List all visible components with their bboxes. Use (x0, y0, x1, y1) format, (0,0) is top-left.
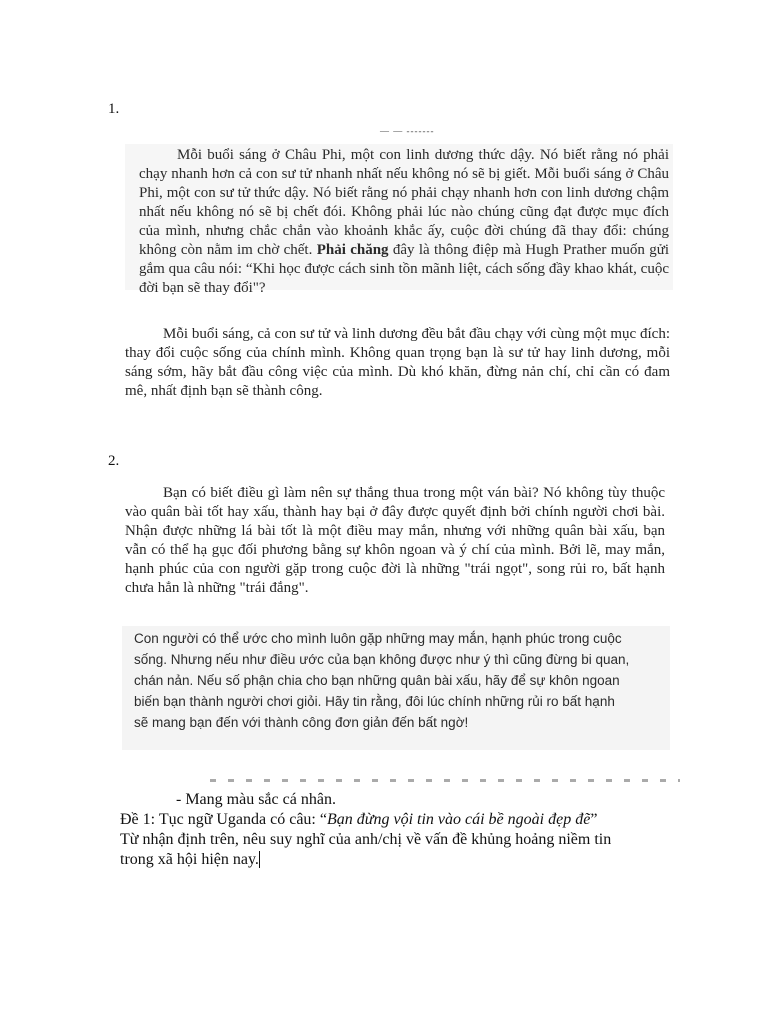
excerpt-lion-antelope-text (139, 146, 669, 298)
card-line: Con người có thể ước cho mình luôn gặp những may mắn, hạnh phúc trong cuộc (134, 631, 622, 646)
prompt-line-3 (120, 850, 710, 870)
excerpt-text-end: đây là thông điệp mà Hugh Prather muốn gửi gắm qua câu nói: “Khi học được cách sinh tồn mãnh liệt, cách sống đầy khao khát, cuộc đời bạn sẽ thay đổi"? (139, 242, 670, 296)
crop-mark: — — ------- (380, 126, 435, 136)
excerpt-card-game-text: Bạn có biết điều gì làm nên sự thắng thua trong một ván bài? Nó không tùy thuộc vào quân bài tốt hay xấu, thành hay bại ở đây được quyết định bởi chính người chơi bài. Nhận được những lá bài tốt là một điều may mắn, nhưng với những quân bài xấu, bạn vẫn có thể hạ gục đối phương bằng sự khôn ngoan và ý chí của mình. Bởi lẽ, may mắn, hạnh phúc của con người gặp trong cuộc đời là những "trái ngọt", song rủi ro, bất hạnh chưa hẳn là những "trái đắng". (125, 485, 665, 596)
card-line: biến bạn thành người chơi giỏi. Hãy tin rằng, đôi lúc chính những rủi ro bất hạnh (134, 694, 615, 709)
prompt-line-1 (120, 810, 710, 830)
essay-prompt (120, 790, 710, 870)
reflection-lion-antelope (125, 325, 670, 401)
excerpt-bold: Phải chăng (316, 242, 389, 258)
prompt-line-2: Từ nhận định trên, nêu suy nghĩ của anh/chị về vấn đề khủng hoảng niềm tin (120, 831, 612, 848)
prompt-close-quote: ” (590, 811, 598, 828)
reflection-text: Mỗi buổi sáng, cả con sư tử và linh dương đều bắt đầu chạy với cùng một mục đích: thay đổi cuộc sống của chính mình. Không quan trọng bạn là sư tử hay linh dương, mỗi sáng sớm, hãy bắt đầu công việc của mình. Dù khó khăn, đừng nản chí, chỉ cần có đam mê, nhất định bạn sẽ thành công. (125, 326, 670, 399)
card-game-note (122, 626, 670, 750)
section-number-1: 1. (108, 101, 120, 117)
proverb-quote: Bạn đừng vội tin vào cái bề ngoài đẹp đẽ (326, 811, 591, 828)
excerpt-text: Mỗi buổi sáng ở Châu Phi, một con linh dương thức dậy. Nó biết rằng nó phải chạy nhanh hơn cả con sư tử nhanh nhất nếu không nó sẽ bị giết. Mỗi buổi sáng ở Châu Phi, một con sư tử thức dậy. Nó biết rằng nó phải chạy nhanh hơn con linh dương chậm nhất nếu không nó sẽ bị chết đói. Không phải lúc nào chúng cũng đạt được mục đích của mình, nhưng chắc chắn vào khoảnh khắc ấy, cuộc đời chúng đã thay đổi: chúng không còn nằm im chờ chết. (139, 147, 669, 258)
text-cursor (259, 851, 260, 868)
prompt-label: Đề 1: Tục ngữ Uganda có câu: “ (120, 811, 327, 828)
bullet-item: - Mang màu sắc cá nhân. (176, 791, 336, 808)
excerpt-card-game (125, 484, 665, 598)
prompt-line-3-text: trong xã hội hiện nay. (120, 851, 259, 868)
card-line: sống. Nhưng nếu như điều ước của bạn không được như ý thì cũng đừng bi quan, (134, 652, 630, 667)
excerpt-lion-antelope (125, 144, 673, 296)
cut-edge (210, 779, 680, 782)
card-line: sẽ mang bạn đến với thành công đơn giản đến bất ngờ! (134, 715, 469, 730)
card-line: chán nản. Nếu số phận chia cho bạn những quân bài xấu, hãy để sự khôn ngoan (134, 673, 620, 688)
section-number-2: 2. (108, 453, 120, 469)
